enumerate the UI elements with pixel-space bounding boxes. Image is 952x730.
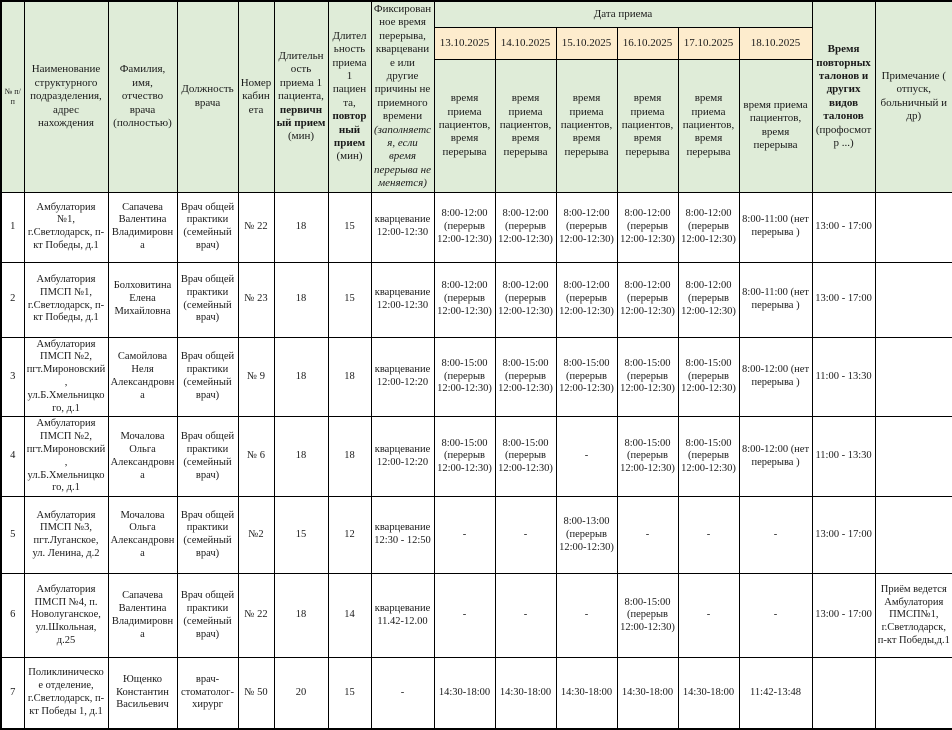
cell-day-5: -: [678, 574, 739, 658]
date-header-3: 15.10.2025: [556, 28, 617, 59]
cell-fixed-break: кварцевание 12:00-12:30: [371, 262, 434, 337]
cell-day-1: -: [434, 497, 495, 574]
cell-doctor-name: Мочалова Ольга Александровна: [108, 497, 177, 574]
date-subheader-1: время приема пациентов, время перерыва: [434, 59, 495, 192]
cell-fixed-break: кварцевание 12:00-12:20: [371, 417, 434, 497]
cell-position: Врач общей практики (семейный врач): [177, 262, 238, 337]
fixed-break-text: Фиксированное время перерыва, кварцевание или другие причины не приемного времени: [373, 3, 432, 123]
cell-repeat-tickets: 13:00 - 17:00: [812, 192, 875, 262]
cell-primary-duration: 18: [274, 337, 328, 417]
cell-position: Врач общей практики (семейный врач): [177, 574, 238, 658]
cell-cabinet: № 22: [238, 192, 274, 262]
cell-repeat-tickets: [812, 658, 875, 729]
cell-repeat-duration: 18: [328, 337, 371, 417]
col-header-department: Наименование структурного подразделения, адрес нахождения: [24, 1, 108, 192]
col-header-row-number: № п/п: [1, 1, 24, 192]
cell-day-6: 8:00-12:00 (нет перерыва ): [739, 417, 812, 497]
cell-doctor-name: Мочалова Ольга Александровна: [108, 417, 177, 497]
cell-day-5: 8:00-12:00 (перерыв 12:00-12:30): [678, 262, 739, 337]
cell-primary-duration: 15: [274, 497, 328, 574]
date-subheader-3: время приема пациентов, время перерыва: [556, 59, 617, 192]
cell-row-number: 3: [1, 337, 24, 417]
date-subheader-4: время приема пациентов, время перерыва: [617, 59, 678, 192]
cell-doctor-name: Ющенко Константин Васильевич: [108, 658, 177, 729]
cell-row-number: 7: [1, 658, 24, 729]
col-header-repeat-tickets: [812, 1, 875, 192]
cell-day-4: 14:30-18:00: [617, 658, 678, 729]
date-header-5: 17.10.2025: [678, 28, 739, 59]
cell-day-3: 8:00-13:00 (перерыв 12:00-12:30): [556, 497, 617, 574]
cell-primary-duration: 18: [274, 417, 328, 497]
cell-fixed-break: кварцевание 12:30 - 12:50: [371, 497, 434, 574]
cell-day-3: 8:00-15:00 (перерыв 12:00-12:30): [556, 337, 617, 417]
cell-day-3: 14:30-18:00: [556, 658, 617, 729]
col-header-cabinet: Номер кабинета: [238, 1, 274, 192]
cell-repeat-duration: 15: [328, 658, 371, 729]
cell-note: [875, 658, 952, 729]
table-row: [1, 262, 952, 337]
cell-day-3: -: [556, 417, 617, 497]
cell-doctor-name: Болховитина Елена Михайловна: [108, 262, 177, 337]
cell-day-2: 8:00-12:00 (перерыв 12:00-12:30): [495, 262, 556, 337]
date-subheader-6: время приема пациентов, время перерыва: [739, 59, 812, 192]
cell-day-3: -: [556, 574, 617, 658]
cell-note: [875, 497, 952, 574]
cell-position: врач-стоматолог-хирург: [177, 658, 238, 729]
cell-day-2: 14:30-18:00: [495, 658, 556, 729]
col-header-date-group: Дата приема: [434, 1, 812, 28]
cell-row-number: 5: [1, 497, 24, 574]
repeat-duration-text: Длительность приема 1 пациента,: [332, 29, 367, 109]
cell-day-3: 8:00-12:00 (перерыв 12:00-12:30): [556, 192, 617, 262]
cell-day-4: 8:00-12:00 (перерыв 12:00-12:30): [617, 192, 678, 262]
cell-department: Амбулатория ПМСП №1, г.Светлодарск, п-кт Победы, д.1: [24, 262, 108, 337]
fixed-break-italic-note: (заполняется, если время перерыва не меняется): [373, 123, 432, 190]
cell-note: [875, 417, 952, 497]
cell-day-6: 8:00-12:00 (нет перерыва ): [739, 337, 812, 417]
cell-primary-duration: 18: [274, 574, 328, 658]
cell-day-4: 8:00-15:00 (перерыв 12:00-12:30): [617, 337, 678, 417]
cell-cabinet: № 22: [238, 574, 274, 658]
cell-fixed-break: кварцевание 12:00-12:20: [371, 337, 434, 417]
cell-position: Врач общей практики (семейный врач): [177, 192, 238, 262]
cell-note: Приём ведется Амбулатория ПМСП№1, г.Светлодарск, п-кт Победы,д.1: [875, 574, 952, 658]
cell-department: Амбулатория ПМСП №2, пгт.Мироновский, ул.Б.Хмельницкого, д.1: [24, 337, 108, 417]
header-row-top: [1, 1, 952, 28]
table-row: [1, 574, 952, 658]
cell-day-6: 11:42-13:48: [739, 658, 812, 729]
cell-doctor-name: Самойлова Неля Александровна: [108, 337, 177, 417]
date-header-6: 18.10.2025: [739, 28, 812, 59]
cell-row-number: 6: [1, 574, 24, 658]
cell-day-2: 8:00-15:00 (перерыв 12:00-12:30): [495, 337, 556, 417]
primary-duration-bold: первичный прием: [276, 103, 326, 129]
cell-note: [875, 337, 952, 417]
cell-day-5: 8:00-15:00 (перерыв 12:00-12:30): [678, 417, 739, 497]
cell-note: [875, 262, 952, 337]
col-header-repeat-duration: [328, 1, 371, 192]
cell-row-number: 4: [1, 417, 24, 497]
cell-day-1: -: [434, 574, 495, 658]
cell-department: Амбулатория ПМСП №4, п. Новолуганское, ул.Школьная, д.25: [24, 574, 108, 658]
cell-repeat-tickets: 13:00 - 17:00: [812, 574, 875, 658]
cell-day-5: -: [678, 497, 739, 574]
cell-repeat-duration: 18: [328, 417, 371, 497]
cell-department: Поликлиническое отделение, г.Светлодарск, п-кт Победы 1, д.1: [24, 658, 108, 729]
cell-note: [875, 192, 952, 262]
repeat-tickets-bold: Время повторных талонов и других видов талонов: [816, 43, 871, 123]
cell-repeat-tickets: 11:00 - 13:30: [812, 337, 875, 417]
col-header-fixed-break: [371, 1, 434, 192]
cell-day-4: 8:00-12:00 (перерыв 12:00-12:30): [617, 262, 678, 337]
col-header-note: Примечание ( отпуск, больничный и др): [875, 1, 952, 192]
date-subheader-5: время приема пациентов, время перерыва: [678, 59, 739, 192]
table-row: [1, 417, 952, 497]
col-header-primary-duration: [274, 1, 328, 192]
cell-day-1: 8:00-12:00 (перерыв 12:00-12:30): [434, 262, 495, 337]
cell-day-6: 8:00-11:00 (нет перерыва ): [739, 262, 812, 337]
repeat-duration-bold: повторный прием: [332, 110, 367, 150]
cell-repeat-duration: 14: [328, 574, 371, 658]
cell-day-1: 8:00-15:00 (перерыв 12:00-12:30): [434, 417, 495, 497]
cell-primary-duration: 18: [274, 262, 328, 337]
table-row: [1, 337, 952, 417]
cell-day-4: 8:00-15:00 (перерыв 12:00-12:30): [617, 417, 678, 497]
cell-position: Врач общей практики (семейный врач): [177, 497, 238, 574]
cell-position: Врач общей практики (семейный врач): [177, 417, 238, 497]
primary-duration-text: Длительность приема 1 пациента,: [278, 49, 324, 103]
date-subheader-2: время приема пациентов, время перерыва: [495, 59, 556, 192]
cell-doctor-name: Сапачева Валентина Владимировна: [108, 192, 177, 262]
cell-primary-duration: 20: [274, 658, 328, 729]
cell-fixed-break: -: [371, 658, 434, 729]
cell-department: Амбулатория ПМСП №2, пгт.Мироновский, ул.Б.Хмельницкого, д.1: [24, 417, 108, 497]
cell-day-5: 14:30-18:00: [678, 658, 739, 729]
cell-row-number: 2: [1, 262, 24, 337]
cell-day-2: 8:00-12:00 (перерыв 12:00-12:30): [495, 192, 556, 262]
primary-duration-unit: (мин): [287, 130, 315, 143]
cell-day-5: 8:00-15:00 (перерыв 12:00-12:30): [678, 337, 739, 417]
col-header-doctor: Фамилия, имя, отчество врача (полностью): [108, 1, 177, 192]
table-row: [1, 192, 952, 262]
cell-cabinet: № 9: [238, 337, 274, 417]
cell-cabinet: № 23: [238, 262, 274, 337]
date-header-4: 16.10.2025: [617, 28, 678, 59]
cell-cabinet: № 50: [238, 658, 274, 729]
cell-repeat-duration: 15: [328, 192, 371, 262]
cell-day-1: 8:00-12:00 (перерыв 12:00-12:30): [434, 192, 495, 262]
cell-repeat-duration: 12: [328, 497, 371, 574]
cell-cabinet: №2: [238, 497, 274, 574]
cell-day-6: 8:00-11:00 (нет перерыва ): [739, 192, 812, 262]
cell-department: Амбулатория №1, г.Светлодарск, п-кт Победы, д.1: [24, 192, 108, 262]
cell-cabinet: № 6: [238, 417, 274, 497]
cell-day-4: -: [617, 497, 678, 574]
cell-row-number: 1: [1, 192, 24, 262]
cell-day-1: 8:00-15:00 (перерыв 12:00-12:30): [434, 337, 495, 417]
cell-day-6: -: [739, 497, 812, 574]
cell-department: Амбулатория ПМСП №3, пгт.Луганское, ул. Ленина, д.2: [24, 497, 108, 574]
cell-day-2: 8:00-15:00 (перерыв 12:00-12:30): [495, 417, 556, 497]
col-header-position: Должность врача: [177, 1, 238, 192]
cell-day-5: 8:00-12:00 (перерыв 12:00-12:30): [678, 192, 739, 262]
cell-day-3: 8:00-12:00 (перерыв 12:00-12:30): [556, 262, 617, 337]
cell-doctor-name: Сапачева Валентина Владимировна: [108, 574, 177, 658]
cell-fixed-break: кварцевание 12:00-12:30: [371, 192, 434, 262]
cell-fixed-break: кварцевание 11.42-12.00: [371, 574, 434, 658]
table-row: [1, 658, 952, 729]
cell-repeat-tickets: 13:00 - 17:00: [812, 497, 875, 574]
date-header-1: 13.10.2025: [434, 28, 495, 59]
cell-repeat-tickets: 11:00 - 13:30: [812, 417, 875, 497]
cell-position: Врач общей практики (семейный врач): [177, 337, 238, 417]
table-row: [1, 497, 952, 574]
cell-day-6: -: [739, 574, 812, 658]
repeat-duration-unit: (мин): [336, 150, 363, 163]
cell-primary-duration: 18: [274, 192, 328, 262]
cell-repeat-tickets: 13:00 - 17:00: [812, 262, 875, 337]
cell-day-4: 8:00-15:00 (перерыв 12:00-12:30): [617, 574, 678, 658]
repeat-tickets-normal: (профосмотр ...): [815, 123, 872, 150]
cell-day-2: -: [495, 574, 556, 658]
cell-day-2: -: [495, 497, 556, 574]
date-header-2: 14.10.2025: [495, 28, 556, 59]
cell-repeat-duration: 15: [328, 262, 371, 337]
cell-day-1: 14:30-18:00: [434, 658, 495, 729]
